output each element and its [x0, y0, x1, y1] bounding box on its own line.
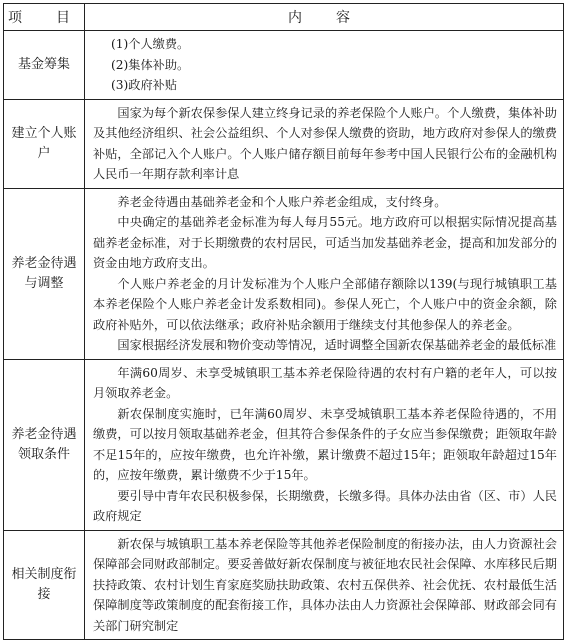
paragraph: 要引导中青年农民积极参保，长期缴费，长缴多得。具体办法由省（区、市）人民政府规定: [93, 488, 557, 523]
header-content: 内 容: [85, 4, 564, 31]
paragraph: 个人账户养老金的月计发标准为个人账户全部储存额除以139(与现行城镇职工基本养老保险个人账户养老金计发系数相同)。参保人死亡，个人账户中的资金余额，除政府补贴外，可以依法继承；政府补贴余额用于继续支付其他参保人的养老金。: [93, 276, 557, 332]
header-item: 项 目: [4, 4, 85, 31]
table-row-system-integration: [4, 530, 564, 640]
row-content: [85, 31, 564, 100]
paragraph: 新农保与城镇职工基本养老保险等其他养老保险制度的衔接办法，由人力资源社会保障部会同财政部制定。要妥善做好新农保制度与被征地农民社会保障、水库移民后期扶持政策、农村计划生育家庭奖励扶助政策、农村五保供养、社会优抚、农村最低生活保障制度等政策制度的配套衔接工作，具体办法由人力资源社会保障部、财政部会同有关部门研究制定: [93, 536, 557, 633]
list-item: (1)个人缴费。: [111, 37, 190, 51]
row-label: 养老金待遇领取条件: [4, 359, 85, 530]
row-content: [85, 359, 564, 530]
table-row-fund-raising: [4, 31, 564, 100]
row-label: 养老金待遇与调整: [4, 188, 85, 359]
table-row-pension-benefits: [4, 188, 564, 359]
table-row-personal-account: [4, 99, 564, 188]
paragraph: 国家根据经济发展和物价变动等情况，适时调整全国新农保基础养老金的最低标准: [117, 338, 557, 352]
pension-policy-table: [3, 3, 564, 640]
row-label: 建立个人账户: [4, 99, 85, 188]
paragraph: 新农保制度实施时，已年满60周岁、未享受城镇职工基本养老保险待遇的，不用缴费，可以按月领取基础养老金，但其符合参保条件的子女应当参保缴费；距领取年龄不足15年的，应按年缴费，也允许补缴，累计缴费不超过15年；距领取年龄超过15年的，应按年缴费，累计缴费不少于15年。: [93, 406, 557, 482]
row-label: 基金筹集: [4, 31, 85, 100]
list-item: (3)政府补贴: [111, 78, 178, 92]
paragraph: 养老金待遇由基础养老金和个人账户养老金组成，支付终身。: [117, 194, 447, 209]
row-content: [85, 188, 564, 359]
paragraph: 年满60周岁、未享受城镇职工基本养老保险待遇的农村有户籍的老年人，可以按月领取养老金。: [93, 365, 557, 400]
paragraph: 中央确定的基础养老金标准为每人每月55元。地方政府可以根据实际情况提高基础养老金标准，对于长期缴费的农村居民，可适当加发基础养老金，提高和加发部分的资金由地方政府支出。: [93, 215, 557, 270]
table-header-row: [4, 4, 564, 31]
row-label: 相关制度衔接: [4, 530, 85, 640]
row-content: [85, 530, 564, 640]
list-item: (2)集体补助。: [111, 57, 190, 72]
row-content: [85, 99, 564, 188]
paragraph: 国家为每个新农保参保人建立终身记录的养老保险个人账户。个人缴费，集体补助及其他经济组织、社会公益组织、个人对参保人缴费的资助，地方政府对参保人的缴费补贴，全部记入个人账户。个人账户储存额目前每年参考中国人民银行公布的金融机构人民币一年期存款利率计息: [93, 105, 557, 181]
table-row-eligibility: [4, 359, 564, 530]
